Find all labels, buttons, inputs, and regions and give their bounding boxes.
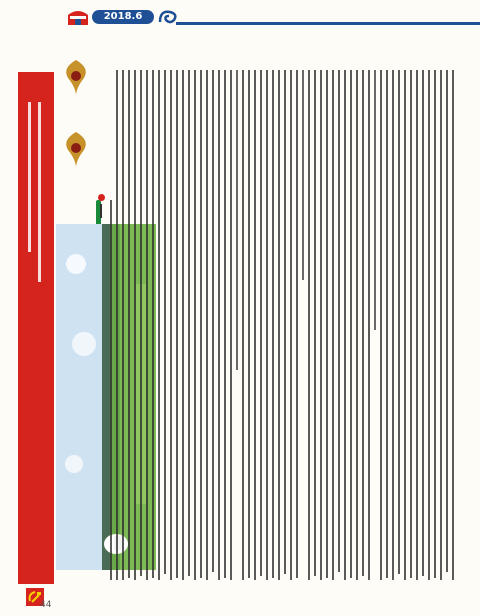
text-column [134,70,136,580]
text-column [176,70,178,578]
text-column [446,70,448,572]
author-marker-dot [98,194,105,201]
text-column [332,70,334,580]
mongolian-knot-ornament-icon [60,130,92,170]
text-column [356,70,358,580]
text-column [116,70,118,580]
text-column [248,70,250,578]
text-column [410,70,412,578]
text-column [302,70,304,280]
text-column [152,70,154,578]
mongolian-knot-ornament-icon [60,58,92,98]
text-column [140,70,142,576]
text-column [206,70,208,580]
text-column [128,70,130,578]
text-column [164,70,166,574]
text-column [158,70,160,580]
text-column [374,70,376,330]
text-column [314,70,316,576]
text-column [452,70,454,580]
text-column [296,70,298,578]
text-column [218,70,220,580]
text-column [290,70,292,580]
text-column [320,70,322,580]
text-column [266,70,268,580]
text-column [212,70,214,572]
page-number: 44 [40,600,52,610]
text-column [182,70,184,580]
text-column [362,70,364,576]
text-column [230,70,232,580]
text-column [350,70,352,578]
text-column [308,70,310,580]
text-column [440,70,442,580]
section-sidebar [18,72,54,584]
text-column [434,70,436,578]
text-column [278,70,280,580]
text-column [260,70,262,576]
text-column [224,70,226,578]
text-column [254,70,256,580]
header-rule [176,22,480,25]
text-column [236,70,238,370]
text-column [380,70,382,580]
text-column [386,70,388,578]
ger-emblem-icon [66,5,90,27]
text-column [170,70,172,580]
text-column [200,70,202,578]
text-column [344,70,346,580]
text-column [404,70,406,580]
text-column [284,70,286,574]
text-column [398,70,400,574]
text-column [392,70,394,580]
text-column [188,70,190,576]
text-column [368,70,370,580]
sidebar-script-line [38,102,41,282]
author-byline-script [100,204,102,218]
text-column [146,70,148,580]
text-column [338,70,340,572]
text-column [416,70,418,580]
text-column [272,70,274,578]
issue-badge: 2018.6 [92,10,154,24]
text-column [242,70,244,580]
text-column [428,70,430,580]
text-column [422,70,424,576]
text-column [194,70,196,580]
text-column [122,70,124,580]
sidebar-script-line [28,102,31,252]
text-column [110,200,112,580]
text-column [326,70,328,578]
